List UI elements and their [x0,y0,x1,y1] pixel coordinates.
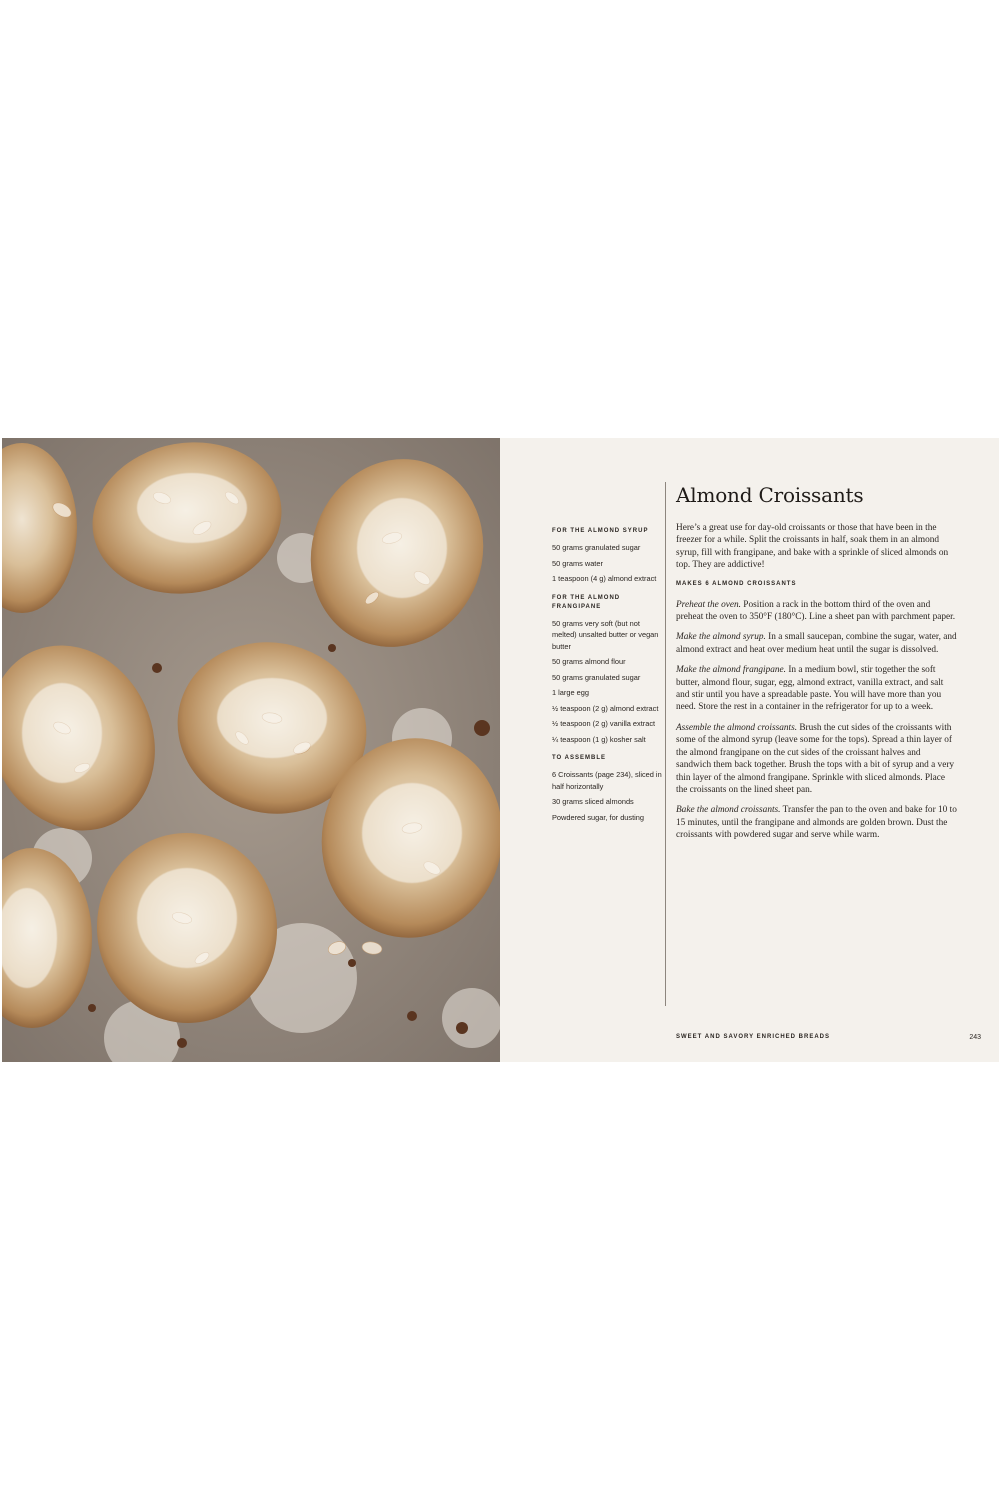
method-column [676,482,957,850]
ingredient-item: 50 grams almond flour [552,657,626,666]
step-lead: Make the almond frangipane. [676,665,786,676]
ingredient-item: 50 grams granulated sugar [552,543,641,552]
recipe-page [500,438,999,1062]
ingredient-item: ½ teaspoon (2 g) almond extract [552,703,659,713]
recipe-yield: MAKES 6 ALMOND CROISSANTS [676,580,797,587]
ingredient-item: Powdered sugar, for dusting [552,812,645,822]
ingredient-item: 1 teaspoon (4 g) almond extract [552,574,657,583]
method-step [676,599,957,624]
method-step [676,722,957,796]
recipe-intro: Here’s a great use for day-old croissants or those that have been in the freezer for a while. Split the croissants in half, soak them in an almond syrup, fill with frangipane, and bake with a sprinkle of sliced almonds on top. They are addictive! [676,523,949,571]
step-text: Transfer the pan to the oven and bake for 10 to 15 minutes, until the frangipane and almonds are golden brown. Dust the croissants with powdered sugar and serve while warm. [676,805,957,841]
ingredient-section-frangipane [552,594,664,746]
ingredient-heading: FOR THE ALMOND FRANGIPANE [552,594,621,610]
ingredient-item: 50 grams very soft (but not melted) unsalted butter or vegan butter [552,618,659,651]
method-step [676,631,957,656]
step-lead: Bake the almond croissants. [676,805,781,816]
step-text: In a medium bowl, stir together the soft butter, almond flour, sugar, egg, almond extract, vanilla extract, and salt and stir until you have a spreadable paste. You will have more than you need. Store the rest in a container in the refrigerator for up to a week. [676,665,944,713]
ingredient-item: ½ teaspoon (2 g) vanilla extract [552,719,656,728]
column-divider [665,482,666,1006]
step-lead: Assemble the almond croissants. [676,722,798,733]
method-step [676,804,957,841]
ingredient-item: 30 grams sliced almonds [552,797,634,806]
almond-croissants-illustration [2,438,500,1062]
ingredient-item: 50 grams granulated sugar [552,672,641,682]
book-spread [2,438,999,1062]
step-text: In a small saucepan, combine the sugar, water, and almond extract and heat over medium heat until the sugar is dissolved. [676,632,957,655]
ingredient-item: ¼ teaspoon (1 g) kosher salt [552,734,646,744]
step-lead: Preheat the oven. [676,599,741,610]
ingredient-item: 1 large egg [552,688,589,697]
ingredient-item: 50 grams water [552,558,603,568]
ingredient-item: 6 Croissants (page 234), sliced in half horizontally [552,770,662,791]
step-text: Brush the cut sides of the croissants with some of the almond syrup (leave some for the tops). Spread a thin layer of the almond frangipane on the cut sides of the croissant halves and sandwich them back together. Brush the tops with a bit of syrup and a very thin layer of the almond frangipane. Sprinkle with sliced almonds. Place the croissants on the lined sheet pan. [676,722,955,795]
step-text: Position a rack in the bottom third of the oven and preheat the oven to 350°F (180°C). Line a sheet pan with parchment paper. [676,599,956,623]
running-footer: SWEET AND SAVORY ENRICHED BREADS [676,1034,831,1040]
recipe-title: Almond Croissants [676,483,864,507]
ingredient-heading: FOR THE ALMOND SYRUP [552,528,649,534]
ingredient-section-assemble [552,754,664,823]
ingredients-column [552,527,664,832]
page-number: 243 [969,1034,981,1041]
croissant-photo [2,438,500,1062]
ingredient-section-syrup [552,527,664,585]
method-step [676,664,957,714]
ingredient-heading: TO ASSEMBLE [552,755,607,761]
step-lead: Make the almond syrup. [676,632,766,643]
